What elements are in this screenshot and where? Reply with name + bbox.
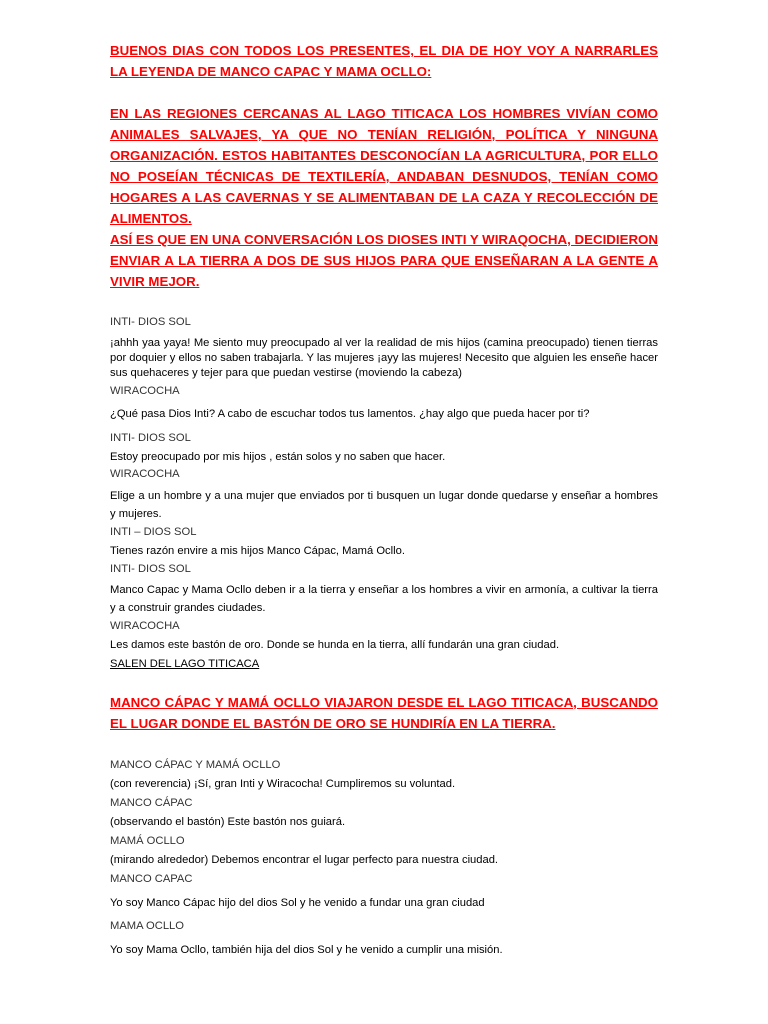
speaker-label: INTI- DIOS SOL <box>110 316 191 328</box>
dialogue-line: Elige a un hombre y a una mujer que enviados por ti busquen un lugar donde quedarse y enseñar a hombres y mujeres. <box>110 490 658 520</box>
dialogue-line: ¿Qué pasa Dios Inti? A cabo de escuchar todos tus lamentos. ¿hay algo que pueda hacer por ti? <box>110 408 590 420</box>
speaker-label: MANCO CÁPAC <box>110 797 193 809</box>
dialogue-line: Yo soy Manco Cápac hijo del dios Sol y he venido a fundar una gran ciudad <box>110 897 485 909</box>
speaker-label: WIRACOCHA <box>110 468 180 480</box>
speaker-label: MANCO CÁPAC Y MAMÁ OCLLO <box>110 759 281 771</box>
speaker-label: WIRACOCHA <box>110 385 180 397</box>
narration-intro: BUENOS DIAS CON TODOS LOS PRESENTES, EL DIA DE HOY VOY A NARRARLES LA LEYENDA DE MANCO CAPAC Y MAMA OCLLO: <box>110 43 658 79</box>
speaker-label: WIRACOCHA <box>110 620 180 632</box>
stage-direction: SALEN DEL LAGO TITICACA <box>110 658 260 670</box>
dialogue-line: (con reverencia) ¡Sí, gran Inti y Wiracocha! Cumpliremos su voluntad. <box>110 778 456 790</box>
speaker-label: INTI – DIOS SOL <box>110 526 197 538</box>
speaker-label: INTI- DIOS SOL <box>110 563 191 575</box>
narration-setting: EN LAS REGIONES CERCANAS AL LAGO TITICACA LOS HOMBRES VIVÍAN COMO ANIMALES SALVAJES, YA QUE NO TENÍAN RELIGIÓN, POLÍTICA Y NINGUNA ORGANIZACIÓN. ESTOS HABITANTES DESCONOCÍAN LA AGRICULTURA, POR ELLO NO POSEÍAN TÉCNICAS DE TEXTILERÍA, ANDABAN DESNUDOS, TENÍAN COMO HOGARES A LAS CAVERNAS Y SE ALIMENTABAN DE LA CAZA Y RECOLECCIÓN DE ALIMENTOS. <box>110 106 658 226</box>
narration-journey: MANCO CÁPAC Y MAMÁ OCLLO VIAJARON DESDE EL LAGO TITICACA, BUSCANDO EL LUGAR DONDE EL BASTÓN DE ORO SE HUNDIRÍA EN LA TIERRA. <box>110 695 658 731</box>
narration-gods-decision: ASÍ ES QUE EN UNA CONVERSACIÓN LOS DIOSES INTI Y WIRAQOCHA, DECIDIERON ENVIAR A LA TIERRA A DOS DE SUS HIJOS PARA QUE ENSEÑARAN A LA GENTE A VIVIR MEJOR. <box>110 232 658 289</box>
dialogue-line: Yo soy Mama Ocllo, también hija del dios Sol y he venido a cumplir una misión. <box>110 944 503 956</box>
speaker-label: MAMA OCLLO <box>110 920 184 932</box>
dialogue-line: Les damos este bastón de oro. Donde se hunda en la tierra, allí fundarán una gran ciudad. <box>110 639 560 651</box>
dialogue-line: ¡ahhh yaa yaya! Me siento muy preocupado al ver la realidad de mis hijos (camina preocupado) tienen tierras por doquier y ellos no saben trabajarla. Y las mujeres ¡ayy las mujeres! Necesito que alguien les enseñe hacer sus quehaceres y tejer para que puedan vestirse (moviendo la cabeza) <box>110 337 658 379</box>
dialogue-line: Manco Capac y Mama Ocllo deben ir a la tierra y enseñar a los hombres a vivir en armonía, a cultivar la tierra y a construir grandes ciudades. <box>110 584 658 614</box>
speaker-label: MAMÁ OCLLO <box>110 835 185 847</box>
dialogue-line: (observando el bastón) Este bastón nos guiará. <box>110 816 346 828</box>
speaker-label: INTI- DIOS SOL <box>110 432 191 444</box>
dialogue-line: Estoy preocupado por mis hijos , están solos y no saben que hacer. <box>110 451 446 463</box>
dialogue-line: (mirando alrededor) Debemos encontrar el lugar perfecto para nuestra ciudad. <box>110 854 499 866</box>
speaker-label: MANCO CAPAC <box>110 873 193 885</box>
dialogue-line: Tienes razón envire a mis hijos Manco Cápac, Mamá Ocllo. <box>110 545 405 557</box>
